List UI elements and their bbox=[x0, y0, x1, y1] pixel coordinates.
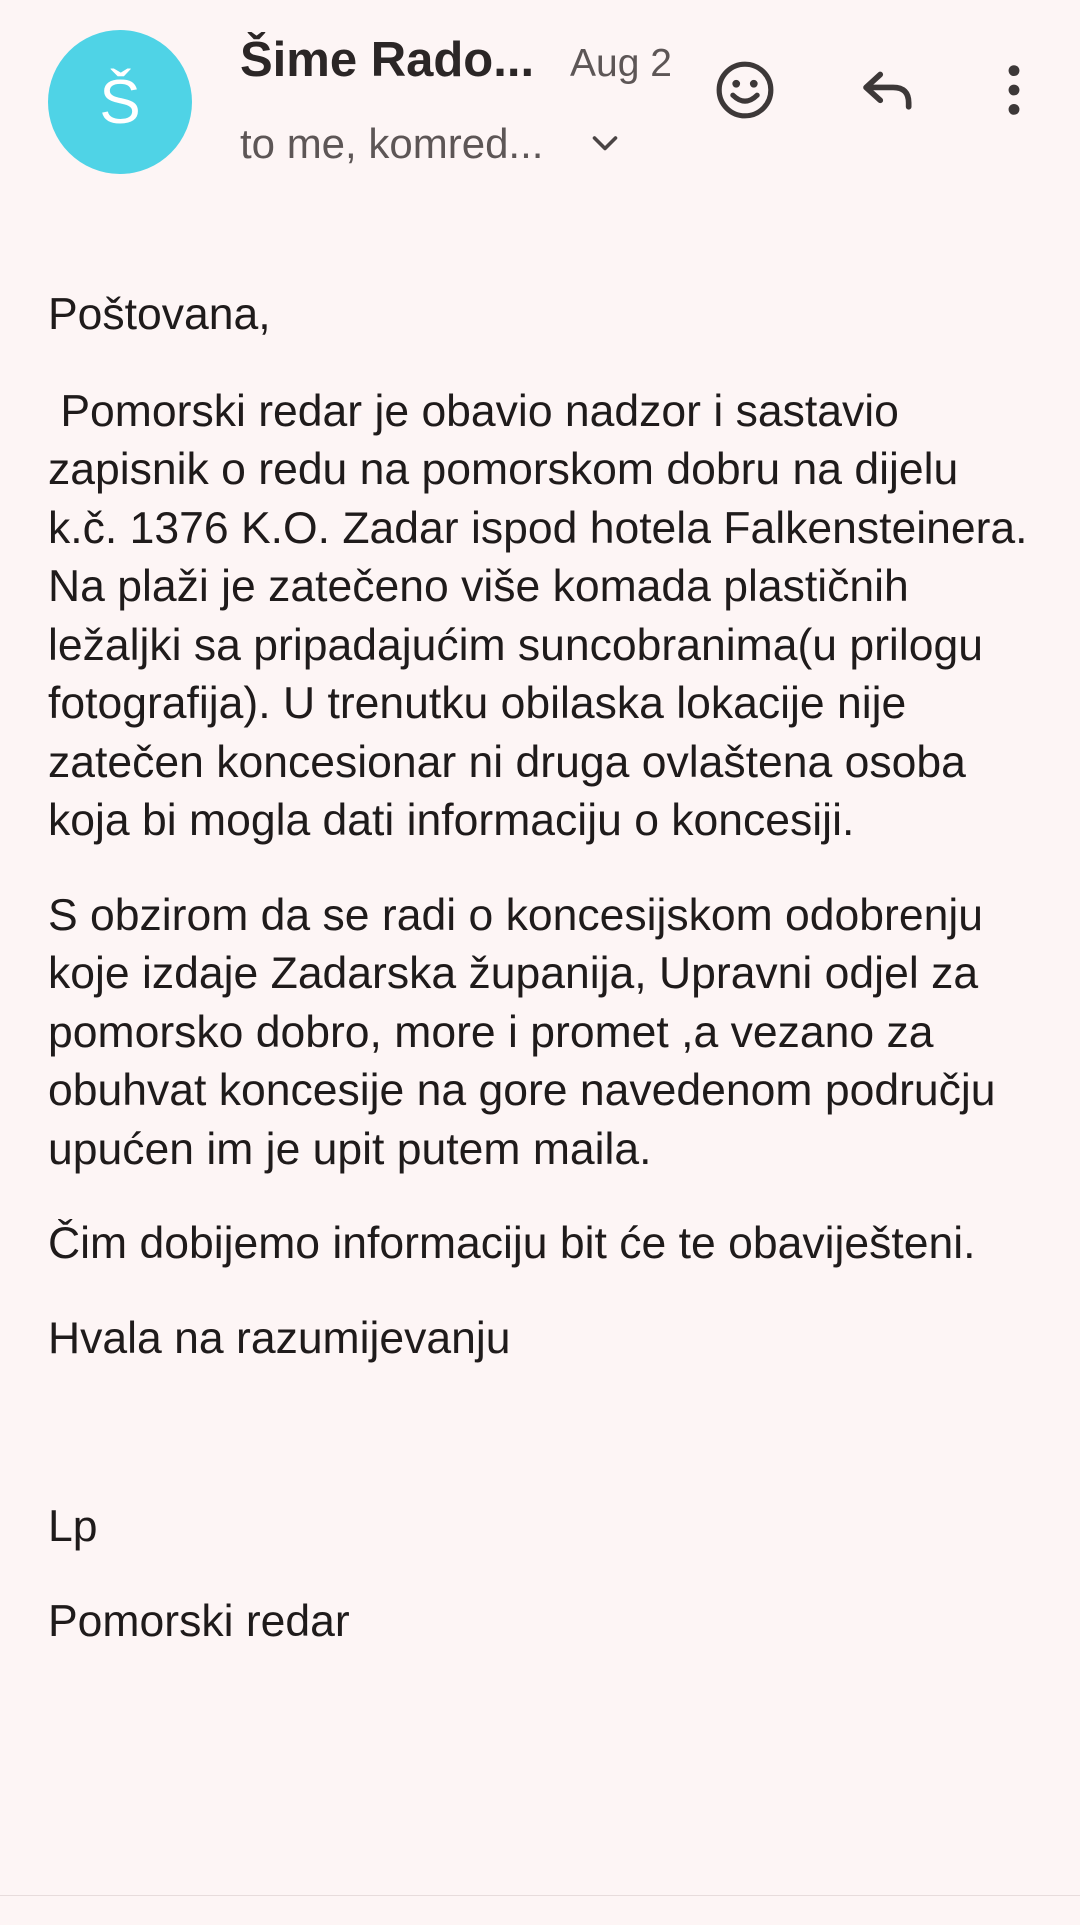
chevron-down-icon bbox=[587, 126, 623, 162]
email-body bbox=[48, 286, 1038, 1687]
body-signature: Pomorski redar bbox=[48, 1596, 350, 1646]
email-header bbox=[0, 0, 1080, 200]
body-paragraph: Pomorski redar je obavio nadzor i sastavio zapisnik o redu na pomorskom dobru na dijelu k.č. 1376 K.O. Zadar ispod hotela Falkensteinera. Na plaži je zatečeno više komada plastičnih ležaljki sa pripadajućim suncobranima(u prilogu fotografija). U trenutku obilaska lokacije nije zatečen koncesionar ni druga ovlaštena osoba koja bi mogla dati informaciju o koncesiji. bbox=[48, 386, 1040, 845]
divider bbox=[0, 1895, 1080, 1896]
reply-button[interactable] bbox=[848, 50, 928, 130]
more-options-button[interactable] bbox=[974, 50, 1054, 130]
recipients-label: to me, komred... bbox=[240, 120, 544, 167]
add-reaction-button[interactable] bbox=[705, 50, 785, 130]
reply-icon bbox=[857, 59, 919, 121]
email-date: Aug 2 bbox=[570, 42, 672, 85]
body-paragraph: S obzirom da se radi o koncesijskom odobrenju koje izdaje Zadarska županija, Upravni odjel za pomorsko dobro, more i promet ,a vezano za obuhvat koncesije na gore navedenom području upućen im je upit putem maila. bbox=[48, 890, 996, 1174]
recipients-toggle[interactable] bbox=[240, 120, 623, 168]
emoji-icon bbox=[714, 59, 776, 121]
sender-avatar[interactable] bbox=[48, 30, 192, 174]
body-greeting: Poštovana, bbox=[48, 290, 271, 339]
sender-name[interactable]: Šime Rado... bbox=[240, 33, 535, 87]
body-closing: Hvala na razumijevanju bbox=[48, 1313, 511, 1363]
avatar-letter: Š bbox=[99, 67, 141, 137]
body-signoff: Lp bbox=[48, 1502, 98, 1551]
body-paragraph: Čim dobijemo informaciju bit će te obaviješteni. bbox=[48, 1219, 976, 1268]
more-vert-icon bbox=[994, 59, 1034, 121]
